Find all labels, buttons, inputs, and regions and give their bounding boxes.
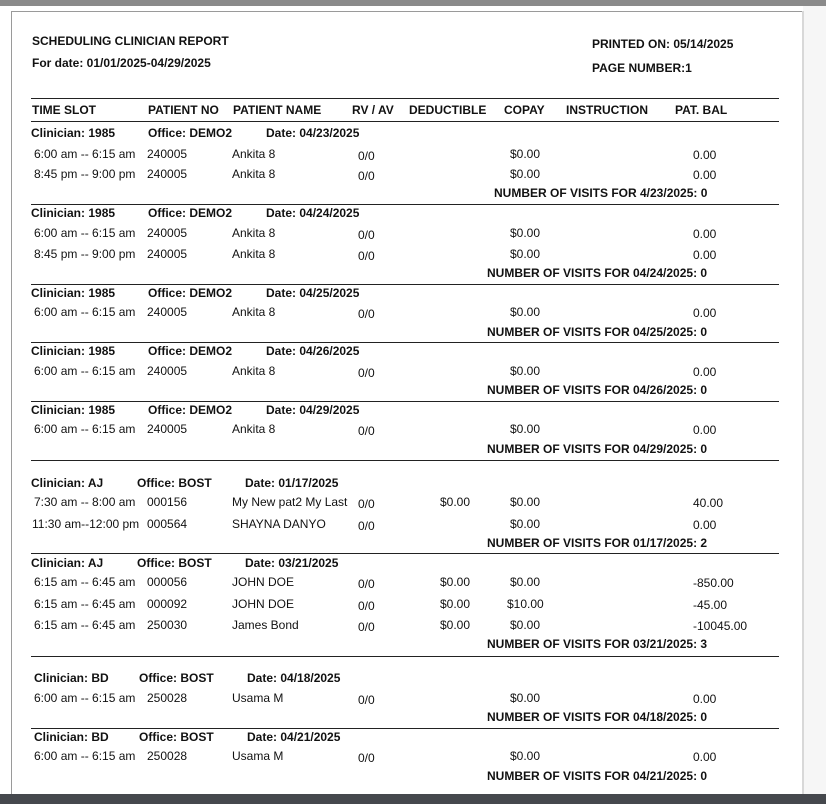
row-patient-name: Ankita 8 xyxy=(232,422,276,436)
row-time-slot: 7:30 am -- 8:00 am xyxy=(34,495,136,509)
row-patient-no: 000092 xyxy=(147,597,188,611)
visits-count: NUMBER OF VISITS FOR 4/23/2025: 0 xyxy=(494,186,708,200)
row-patient-balance: 0.00 xyxy=(693,227,717,241)
row-patient-balance: 0.00 xyxy=(693,692,717,706)
row-patient-name: SHAYNA DANYO xyxy=(232,517,326,531)
column-header-pat-bal: PAT. BAL xyxy=(675,103,728,117)
row-patient-name: JOHN DOE xyxy=(232,597,295,611)
row-time-slot: 6:15 am -- 6:45 am xyxy=(34,575,136,589)
row-patient-no: 240005 xyxy=(147,247,188,261)
row-copay: $0.00 xyxy=(510,226,541,240)
row-time-slot: 8:45 pm -- 9:00 pm xyxy=(34,167,136,181)
row-time-slot: 6:00 am -- 6:15 am xyxy=(34,226,136,240)
visits-count: NUMBER OF VISITS FOR 03/21/2025: 3 xyxy=(487,637,708,651)
row-patient-balance: 0.00 xyxy=(693,518,717,532)
row-patient-name: My New pat2 My Last xyxy=(232,495,348,509)
row-patient-no: 240005 xyxy=(147,167,188,181)
row-rv-av: 0/0 xyxy=(358,424,375,438)
row-patient-name: James Bond xyxy=(232,618,299,632)
row-deductible: $0.00 xyxy=(440,575,471,589)
appointment-date-label: Date: 04/29/2025 xyxy=(266,403,360,417)
appointment-date-label: Date: 04/24/2025 xyxy=(266,206,360,220)
row-patient-balance: 0.00 xyxy=(693,423,717,437)
viewer-right-gutter xyxy=(803,6,826,794)
row-deductible: $0.00 xyxy=(440,618,471,632)
row-rv-av: 0/0 xyxy=(358,693,375,707)
visits-count: NUMBER OF VISITS FOR 04/21/2025: 0 xyxy=(487,769,708,783)
group-divider xyxy=(31,460,779,461)
group-divider xyxy=(31,204,779,205)
row-time-slot: 6:00 am -- 6:15 am xyxy=(34,147,136,161)
row-patient-balance: 40.00 xyxy=(693,496,724,510)
row-patient-no: 240005 xyxy=(147,305,188,319)
row-patient-balance: 0.00 xyxy=(693,248,717,262)
column-header-rv-av: RV / AV xyxy=(352,103,394,117)
row-patient-balance: -10045.00 xyxy=(693,619,748,633)
row-patient-name: Ankita 8 xyxy=(232,364,276,378)
row-rv-av: 0/0 xyxy=(358,599,375,613)
row-patient-name: Usama M xyxy=(232,691,284,705)
row-copay: $0.00 xyxy=(510,247,541,261)
row-rv-av: 0/0 xyxy=(358,149,375,163)
row-time-slot: 6:00 am -- 6:15 am xyxy=(34,305,136,319)
row-rv-av: 0/0 xyxy=(358,366,375,380)
column-header-deductible: DEDUCTIBLE xyxy=(409,103,487,117)
appointment-date-label: Date: 04/18/2025 xyxy=(247,671,341,685)
row-rv-av: 0/0 xyxy=(358,577,375,591)
appointment-date-label: Date: 04/26/2025 xyxy=(266,344,360,358)
office-label: Office: DEMO2 xyxy=(148,286,233,300)
row-copay: $0.00 xyxy=(510,147,541,161)
row-deductible: $0.00 xyxy=(440,495,471,509)
row-patient-balance: 0.00 xyxy=(693,168,717,182)
group-divider xyxy=(31,728,779,729)
clinician-label: Clinician: AJ xyxy=(31,476,104,490)
office-label: Office: DEMO2 xyxy=(148,126,233,140)
printed-on: PRINTED ON: 05/14/2025 xyxy=(592,37,734,51)
office-label: Office: DEMO2 xyxy=(148,403,233,417)
row-patient-name: Ankita 8 xyxy=(232,305,276,319)
viewer-top-bar xyxy=(0,0,826,6)
row-copay: $0.00 xyxy=(510,167,541,181)
row-copay: $0.00 xyxy=(510,364,541,378)
row-rv-av: 0/0 xyxy=(358,307,375,321)
row-time-slot: 6:15 am -- 6:45 am xyxy=(34,618,136,632)
clinician-label: Clinician: BD xyxy=(34,730,109,744)
row-copay: $0.00 xyxy=(510,691,541,705)
header-top-rule xyxy=(31,98,779,99)
row-patient-no: 000056 xyxy=(147,575,188,589)
row-patient-balance: 0.00 xyxy=(693,306,717,320)
visits-count: NUMBER OF VISITS FOR 04/18/2025: 0 xyxy=(487,710,708,724)
report-date-range: For date: 01/01/2025-04/29/2025 xyxy=(32,56,211,70)
row-time-slot: 8:45 pm -- 9:00 pm xyxy=(34,247,136,261)
row-rv-av: 0/0 xyxy=(358,519,375,533)
row-copay: $0.00 xyxy=(510,495,541,509)
row-time-slot: 6:15 am -- 6:45 am xyxy=(34,597,136,611)
row-patient-name: Usama M xyxy=(232,749,284,763)
office-label: Office: BOST xyxy=(137,556,212,570)
row-copay: $0.00 xyxy=(510,618,541,632)
row-rv-av: 0/0 xyxy=(358,228,375,242)
group-divider xyxy=(31,342,779,343)
row-patient-no: 000156 xyxy=(147,495,188,509)
row-patient-balance: 0.00 xyxy=(693,365,717,379)
row-patient-no: 240005 xyxy=(147,226,188,240)
header-bottom-rule xyxy=(31,121,779,122)
row-rv-av: 0/0 xyxy=(358,169,375,183)
row-copay: $0.00 xyxy=(510,305,541,319)
appointment-date-label: Date: 04/21/2025 xyxy=(247,730,341,744)
row-patient-no: 250028 xyxy=(147,749,188,763)
row-rv-av: 0/0 xyxy=(358,497,375,511)
row-time-slot: 11:30 am--12:00 pm xyxy=(32,517,140,531)
clinician-label: Clinician: 1985 xyxy=(31,344,116,358)
row-patient-balance: 0.00 xyxy=(693,148,717,162)
column-header-patient-no: PATIENT NO xyxy=(148,103,219,117)
office-label: Office: BOST xyxy=(139,671,214,685)
column-header-instruction: INSTRUCTION xyxy=(566,103,648,117)
appointment-date-label: Date: 04/23/2025 xyxy=(266,126,360,140)
row-patient-balance: -850.00 xyxy=(693,576,734,590)
appointment-date-label: Date: 03/21/2025 xyxy=(245,556,339,570)
row-copay: $0.00 xyxy=(510,749,541,763)
row-patient-no: 000564 xyxy=(147,517,188,531)
row-copay: $0.00 xyxy=(510,575,541,589)
office-label: Office: DEMO2 xyxy=(148,344,233,358)
office-label: Office: DEMO2 xyxy=(148,206,233,220)
row-deductible: $0.00 xyxy=(440,597,471,611)
row-copay: $10.00 xyxy=(507,597,544,611)
group-divider xyxy=(31,656,779,657)
row-rv-av: 0/0 xyxy=(358,620,375,634)
office-label: Office: BOST xyxy=(139,730,214,744)
group-divider xyxy=(31,284,779,285)
row-patient-balance: 0.00 xyxy=(693,750,717,764)
row-patient-no: 240005 xyxy=(147,422,188,436)
group-divider xyxy=(31,553,779,554)
row-patient-name: Ankita 8 xyxy=(232,147,276,161)
visits-count: NUMBER OF VISITS FOR 04/25/2025: 0 xyxy=(487,325,708,339)
visits-count: NUMBER OF VISITS FOR 04/29/2025: 0 xyxy=(487,442,708,456)
office-label: Office: BOST xyxy=(137,476,212,490)
visits-count: NUMBER OF VISITS FOR 04/24/2025: 0 xyxy=(487,266,708,280)
row-patient-no: 250028 xyxy=(147,691,188,705)
visits-count: NUMBER OF VISITS FOR 01/17/2025: 2 xyxy=(487,536,708,550)
report-page xyxy=(11,11,802,802)
row-patient-balance: -45.00 xyxy=(693,598,728,612)
row-patient-name: Ankita 8 xyxy=(232,247,276,261)
row-patient-no: 250030 xyxy=(147,618,188,632)
column-header-patient-name: PATIENT NAME xyxy=(233,103,322,117)
appointment-date-label: Date: 04/25/2025 xyxy=(266,286,360,300)
row-patient-no: 240005 xyxy=(147,147,188,161)
visits-count: NUMBER OF VISITS FOR 04/26/2025: 0 xyxy=(487,383,708,397)
row-patient-name: Ankita 8 xyxy=(232,167,276,181)
group-divider xyxy=(31,401,779,402)
row-patient-name: Ankita 8 xyxy=(232,226,276,240)
row-patient-name: JOHN DOE xyxy=(232,575,295,589)
clinician-label: Clinician: AJ xyxy=(31,556,104,570)
page-number: PAGE NUMBER:1 xyxy=(592,61,692,75)
column-header-time-slot: TIME SLOT xyxy=(32,103,96,117)
report-title: SCHEDULING CLINICIAN REPORT xyxy=(32,34,229,48)
clinician-label: Clinician: 1985 xyxy=(31,403,116,417)
clinician-label: Clinician: BD xyxy=(34,671,109,685)
appointment-date-label: Date: 01/17/2025 xyxy=(245,476,339,490)
row-rv-av: 0/0 xyxy=(358,751,375,765)
column-header-copay: COPAY xyxy=(504,103,545,117)
row-time-slot: 6:00 am -- 6:15 am xyxy=(34,422,136,436)
row-rv-av: 0/0 xyxy=(358,249,375,263)
viewer-bottom-bar xyxy=(0,794,826,804)
clinician-label: Clinician: 1985 xyxy=(31,286,116,300)
row-copay: $0.00 xyxy=(510,517,541,531)
clinician-label: Clinician: 1985 xyxy=(31,206,116,220)
row-time-slot: 6:00 am -- 6:15 am xyxy=(34,691,136,705)
clinician-label: Clinician: 1985 xyxy=(31,126,116,140)
row-time-slot: 6:00 am -- 6:15 am xyxy=(34,364,136,378)
row-patient-no: 240005 xyxy=(147,364,188,378)
row-time-slot: 6:00 am -- 6:15 am xyxy=(34,749,136,763)
row-copay: $0.00 xyxy=(510,422,541,436)
